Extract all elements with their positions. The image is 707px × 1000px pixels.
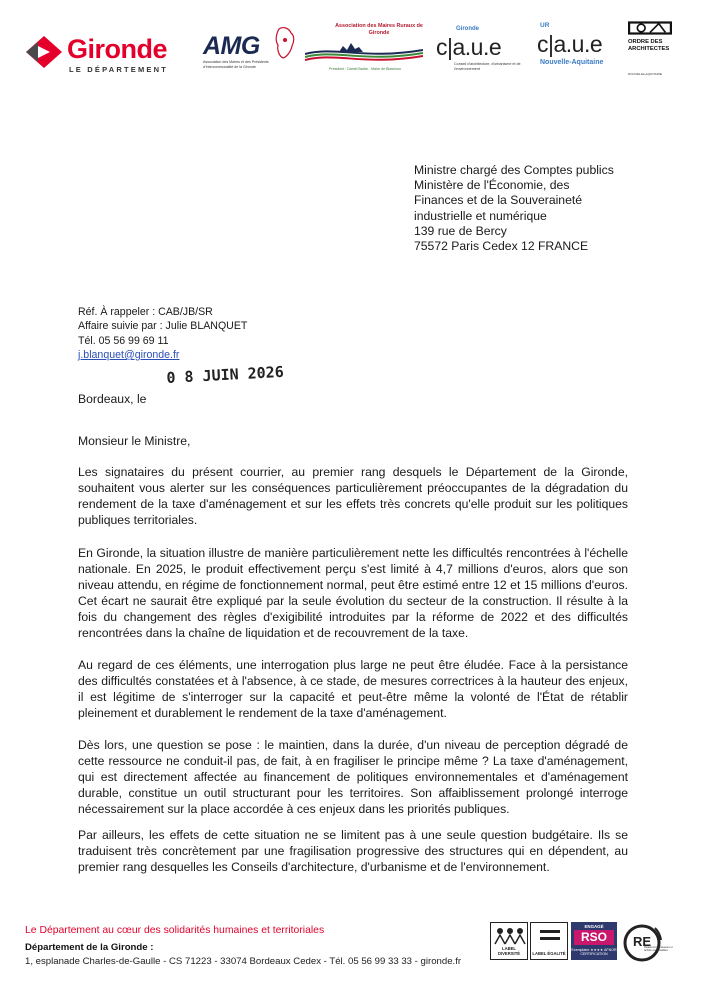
caue-na-logo — [537, 22, 625, 72]
salutation: Monsieur le Ministre, — [78, 434, 191, 448]
gironde-mark-icon — [24, 30, 64, 74]
rso-top-text: ENGAGÉ — [584, 924, 604, 929]
amr-president: Président : Daniel Barbe - Maire de Blasimon — [329, 67, 401, 71]
caue-gironde-subtitle: Conseil d'architecture, d'urbanisme et de l'environnement — [454, 62, 521, 71]
amg-subtitle: Association des Maires et des Présidents d'Intercommunalité de la Gironde — [203, 60, 269, 69]
address-line: Ministère de l'Économie, des — [414, 178, 570, 193]
recipient-address — [414, 163, 614, 254]
paragraph-2: En Gironde, la situation illustre de manière particulièrement nette les difficultés rencontrées à l'échelle nationale. En 2025, le produit effectivement perçu s'est limité à 4,7 millions d'euros, alors que son niveau attendu, en régime de fonctionnement normal, peut être estimé entre 12 et 15 millions d'euros. Cet écart ne saurait être expliqué par la seule évolution du secteur de la construction. Il résulte à la fois du changement des règles d'exigibilité introduites par la réforme de 2022 et des difficultés rencontrées dans la chaîne de liquidation et de recouvrement de la taxe. — [78, 546, 628, 640]
paragraph-5: Par ailleurs, les effets de cette situation ne se limitent pas à une seule question budgétaire. Ils se traduisent très concrètement par une fragilisation progressive des structures qui en dépendent, au premier rang desquelles les Conseils d'architecture, d'urbanisme et de l'environnement. — [78, 828, 628, 874]
paragraph-1: Les signataires du présent courrier, au premier rang desquels le Département de la Gironde, souhaitent vous alerter sur les conséquences particulièrement préoccupantes de la dégradation du rendement de la taxe d'aménagement et sur les effets très concrets qu'elle produit sur les politiques publiques territoriales. — [78, 465, 628, 527]
date-stamp: 0 8 JUIN 2026 — [166, 362, 285, 387]
address-line: Finances et de la Souveraineté — [414, 193, 583, 208]
amg-logo — [203, 24, 298, 74]
label-egalite-badge — [530, 922, 568, 960]
caue-na-tag: UR — [540, 22, 550, 29]
footer-slogan: Le Département au cœur des solidarités humaines et territoriales — [25, 925, 325, 936]
gironde-subtitle: LE DÉPARTEMENT — [69, 65, 168, 74]
caue-gironde-logo — [436, 26, 528, 76]
amg-wordmark: AMG — [203, 32, 260, 60]
caue-na-wordmark: c|a.u.e — [537, 31, 603, 57]
address-line: 139 rue de Bercy — [414, 223, 507, 238]
label-diversite-badge — [490, 922, 528, 960]
label-diversite-text: LABEL DIVERSITÉ — [497, 946, 521, 957]
caue-gironde-wordmark: c|a.u.e — [436, 34, 502, 60]
rso-bottom-text: Exemplaire ★★★★ AFNOR CERTIFICATION — [571, 948, 617, 957]
phone-number: Tél. 05 56 99 69 11 — [78, 334, 169, 347]
label-egalite-text: LABEL ÉGALITÉ — [532, 951, 566, 957]
gironde-logo — [24, 28, 184, 78]
oa-title: ORDRE DES ARCHITECTES — [628, 39, 670, 52]
re-label-subtitle: Relations fournisseurs et achats responsables — [644, 946, 673, 953]
paragraph-3: Au regard de ces éléments, une interrogation plus large ne peut être éludée. Face à la persistance des difficultés constatées et à l'absence, à ce stade, de mesures correctrices à la hauteur des enjeux, il est légitime de s'interroger sur la capacité et peut-être même la volonté de l'État de rétablir pleinement et durablement le rendement de la taxe d'aménagement. — [78, 658, 628, 720]
address-line: Ministre chargé des Comptes publics — [414, 163, 614, 177]
reference-code: Réf. À rappeler : CAB/JB/SR — [78, 306, 213, 318]
place-label: Bordeaux, le — [78, 392, 147, 406]
paragraph-4: Dès lors, une question se pose : le maintien, dans la durée, d'un niveau de perception dégradé de cette ressource ne conduit-il pas, de fait, à en fragiliser le principe même ? La taxe d'aménagement, qui est directement affectée au financement de politiques environnementales et d'aménagement durable, constitue un outil structurant pour les territoires. Son affaiblissement prolongé interroge nécessairement sur la place accordée à ces enjeux dans les priorités publiques. — [78, 738, 628, 816]
amr-logo — [305, 20, 423, 75]
gironde-map-icon — [273, 26, 297, 60]
oa-mark-icon — [628, 20, 672, 36]
amr-title: Association des Maires Ruraux de Gironde — [335, 23, 423, 36]
rso-badge — [571, 922, 617, 960]
address-line: 75572 Paris Cedex 12 FRANCE — [414, 239, 589, 254]
caue-gironde-region: Gironde — [456, 26, 480, 32]
footer-organization: Département de la Gironde : — [25, 942, 154, 953]
oa-subtitle: NOUVELLE-AQUITAINE — [628, 72, 662, 76]
case-handler: Affaire suivie par : Julie BLANQUET — [78, 320, 248, 333]
re-label-text: RE — [632, 934, 652, 949]
people-icon — [492, 926, 528, 946]
equality-icon — [532, 926, 568, 946]
reference-block — [78, 305, 247, 362]
caue-na-region: Nouvelle-Aquitaine — [540, 59, 604, 66]
gironde-wordmark: Gironde — [67, 34, 168, 64]
email-link[interactable]: j.blanquet@gironde.fr — [78, 348, 180, 361]
ordre-architectes-logo — [627, 20, 677, 78]
landscape-wave-icon — [305, 38, 423, 66]
footer-address: 1, esplanade Charles-de-Gaulle - CS 71223 - 33074 Bordeaux Cedex - Tél. 05 56 99 33 33 - gironde.fr — [25, 956, 462, 967]
rso-text: RSO — [574, 930, 614, 945]
address-line: industrielle et numérique — [414, 208, 547, 223]
